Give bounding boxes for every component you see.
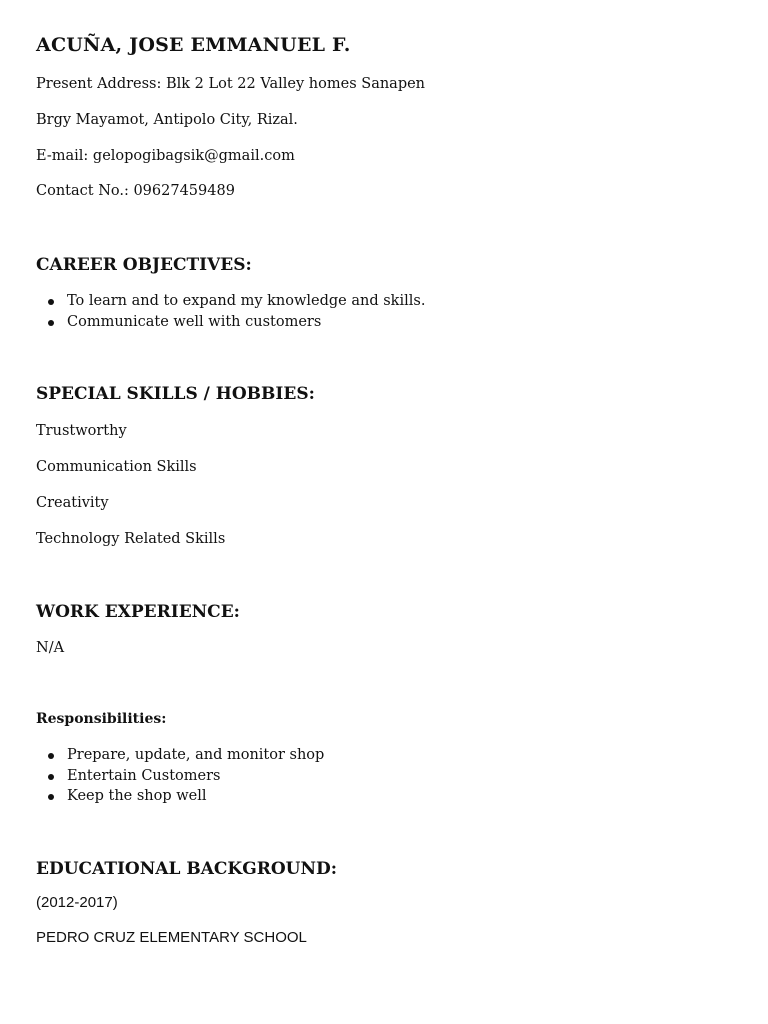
list-item: Entertain Customers — [36, 766, 324, 787]
address-line-2: Brgy Mayamot, Antipolo City, Rizal. — [36, 112, 298, 128]
list-item: Prepare, update, and monitor shop — [36, 745, 324, 766]
career-objectives-list — [36, 291, 425, 332]
skills-heading: SPECIAL SKILLS / HOBBIES: — [36, 384, 315, 404]
list-item: To learn and to expand my knowledge and skills. — [36, 291, 425, 312]
email-line: E-mail: gelopogibagsik@gmail.com — [36, 148, 295, 164]
skill-item: Trustworthy — [36, 423, 127, 439]
bullet-icon — [48, 774, 54, 780]
bullet-icon — [48, 753, 54, 759]
skill-item: Communication Skills — [36, 459, 197, 475]
contact-line: Contact No.: 09627459489 — [36, 183, 235, 199]
work-experience-value: N/A — [36, 640, 65, 656]
career-objectives-heading: CAREER OBJECTIVES: — [36, 255, 252, 275]
address-line-1: Present Address: Blk 2 Lot 22 Valley homes Sanapen — [36, 76, 426, 92]
bullet-icon — [48, 320, 54, 326]
list-item: Communicate well with customers — [36, 312, 425, 333]
list-item: Keep the shop well — [36, 786, 324, 807]
responsibilities-heading: Responsibilities: — [36, 711, 167, 727]
skill-item: Technology Related Skills — [36, 531, 226, 547]
education-years: (2012-2017) — [36, 894, 118, 911]
skill-item: Creativity — [36, 495, 109, 511]
bullet-icon — [48, 299, 54, 305]
education-heading: EDUCATIONAL BACKGROUND: — [36, 859, 338, 879]
work-experience-heading: WORK EXPERIENCE: — [36, 602, 240, 622]
responsibilities-list — [36, 745, 324, 807]
applicant-name: ACUÑA, JOSE EMMANUEL F. — [36, 34, 351, 56]
bullet-icon — [48, 794, 54, 800]
education-school: PEDRO CRUZ ELEMENTARY SCHOOL — [36, 929, 307, 946]
